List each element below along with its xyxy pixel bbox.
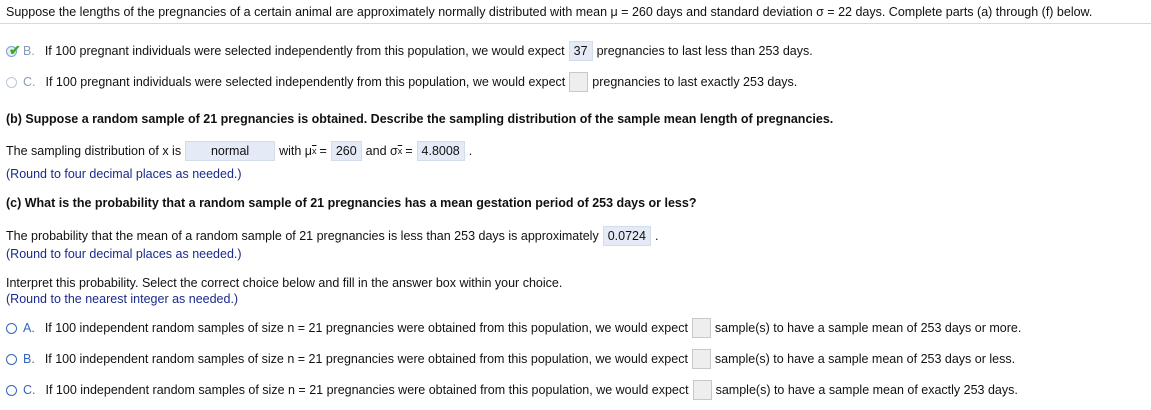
radio-button[interactable] xyxy=(6,354,17,365)
option-text-before: If 100 pregnant individuals were selected independently from this population, we would expect xyxy=(45,75,566,89)
part-b-round-hint: (Round to four decimal places as needed.) xyxy=(6,167,242,181)
equals-sign: = xyxy=(405,144,413,158)
part-b-answer xyxy=(6,141,472,161)
interpret-round-hint: (Round to the nearest integer as needed.) xyxy=(6,292,239,306)
option-text-before: If 100 independent random samples of size n = 21 pregnancies were obtained from this population, we would expect xyxy=(44,352,688,366)
part-c-answer xyxy=(6,226,658,246)
xbar-subscript: $\overline{x}$ xyxy=(397,146,403,156)
option-letter: A. xyxy=(23,321,35,335)
option-letter: C. xyxy=(23,383,36,397)
interpret-option-b[interactable] xyxy=(6,349,1015,369)
option-text-after: pregnancies to last less than 253 days. xyxy=(596,44,813,58)
with-text: with μ xyxy=(279,144,312,158)
period: . xyxy=(654,229,659,243)
radio-button[interactable] xyxy=(6,323,17,334)
option-text-before: If 100 pregnant individuals were selected independently from this population, we would expect xyxy=(44,44,565,58)
part-a-option-c[interactable] xyxy=(6,72,797,92)
option-letter: B. xyxy=(23,44,35,58)
option-text-after: sample(s) to have a sample mean of 253 days or more. xyxy=(714,321,1022,335)
equals-sign: = xyxy=(319,144,327,158)
problem-header xyxy=(0,0,1151,24)
answer-box-empty[interactable] xyxy=(692,318,711,338)
interpret-instruction: Interpret this probability. Select the correct choice below and fill in the answer box within your choice. xyxy=(6,276,563,290)
part-a-option-b[interactable] xyxy=(6,41,813,61)
radio-button[interactable] xyxy=(6,77,17,88)
option-text-after: sample(s) to have a sample mean of exactly 253 days. xyxy=(715,383,1018,397)
option-letter: C. xyxy=(23,75,36,89)
radio-button[interactable] xyxy=(6,385,17,396)
period: . xyxy=(468,144,473,158)
option-text-before: If 100 independent random samples of size n = 21 pregnancies were obtained from this population, we would expect xyxy=(44,321,688,335)
answer-box-empty[interactable] xyxy=(693,380,712,400)
sd-answer-box[interactable]: 4.8008 xyxy=(417,141,465,161)
answer-box-empty[interactable] xyxy=(692,349,711,369)
probability-answer-box[interactable]: 0.0724 xyxy=(603,226,651,246)
option-letter: B. xyxy=(23,352,35,366)
option-text-after: sample(s) to have a sample mean of 253 days or less. xyxy=(714,352,1016,366)
interpret-option-a[interactable] xyxy=(6,318,1021,338)
answer-prefix: The sampling distribution of x is xyxy=(6,144,182,158)
part-c-round-hint: (Round to four decimal places as needed.) xyxy=(6,247,242,261)
answer-prefix: The probability that the mean of a random sample of 21 pregnancies is less than 253 days is approximately xyxy=(6,229,599,243)
part-b-question: (b) Suppose a random sample of 21 pregnancies is obtained. Describe the sampling distribution of the sample mean length of pregnancies. xyxy=(6,112,834,126)
and-text: and σ xyxy=(365,144,398,158)
xbar-subscript: $\overline{x}$ xyxy=(312,146,317,156)
answer-box-empty[interactable] xyxy=(569,72,588,92)
option-text-before: If 100 independent random samples of size n = 21 pregnancies were obtained from this population, we would expect xyxy=(45,383,689,397)
problem-statement: Suppose the lengths of the pregnancies of a certain animal are approximately normally distributed with mean μ = 260 days and standard deviation σ = 22 days. Complete parts (a) through (f) below. xyxy=(6,4,1093,19)
radio-selected[interactable] xyxy=(6,41,21,58)
part-c-question: (c) What is the probability that a random sample of 21 pregnancies has a mean gestation period of 253 days or less? xyxy=(6,196,697,210)
mean-answer-box[interactable]: 260 xyxy=(331,141,362,161)
distribution-dropdown[interactable]: normal xyxy=(185,141,275,161)
option-text-after: pregnancies to last exactly 253 days. xyxy=(592,75,798,89)
answer-box[interactable]: 37 xyxy=(569,41,593,61)
interpret-option-c[interactable] xyxy=(6,380,1018,400)
check-mark-icon: ✔ xyxy=(9,41,21,58)
